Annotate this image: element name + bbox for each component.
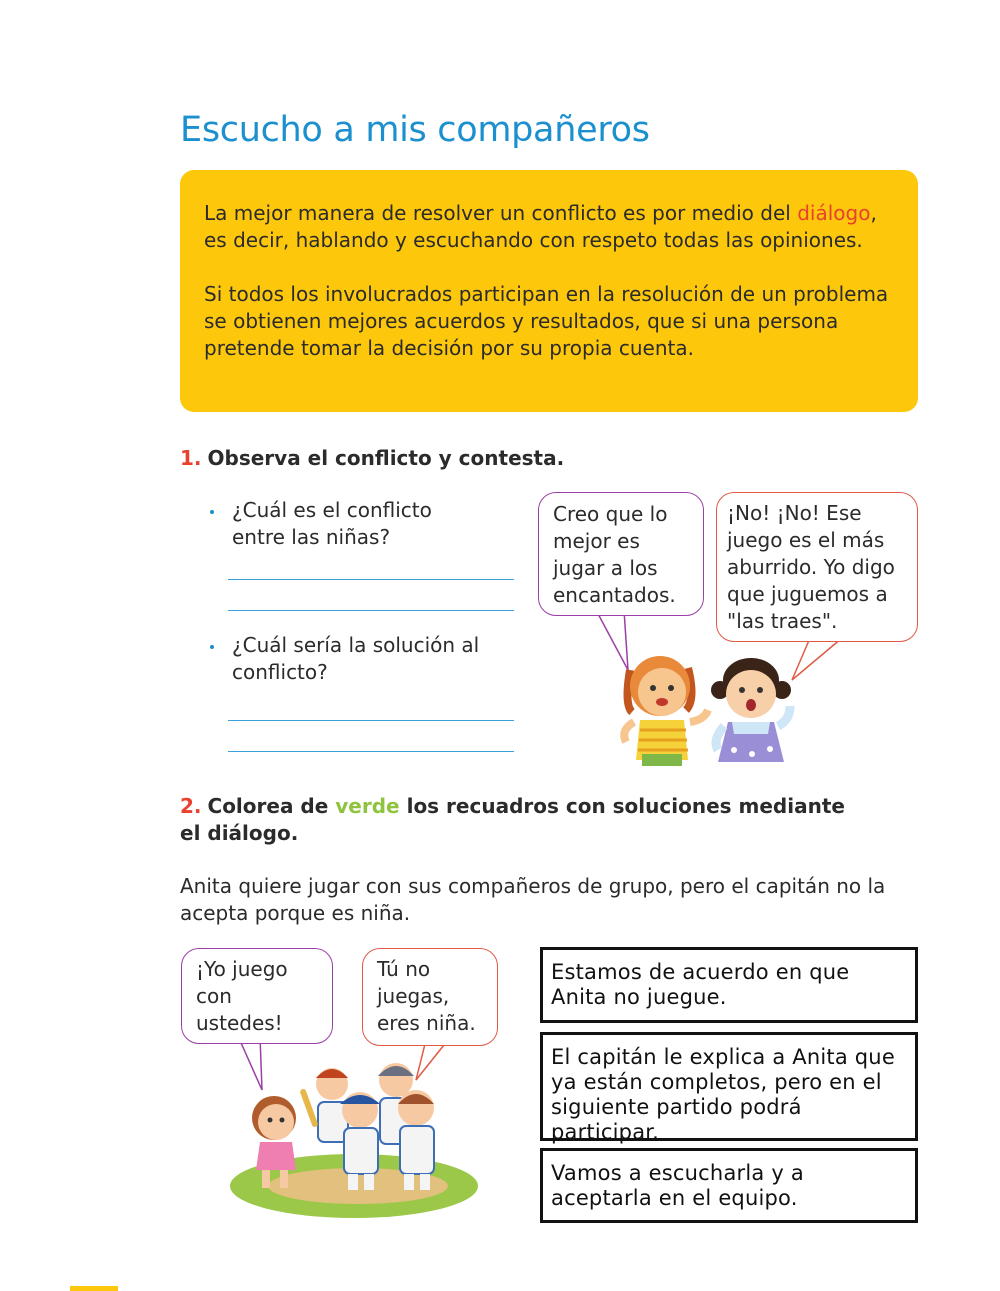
speech-bubble-girl-1: Creo que lo mejor es jugar a los encantados. <box>538 492 704 616</box>
question-1-text: Observa el conflicto y contesta. <box>207 446 565 470</box>
bullet-dot-icon <box>210 645 214 649</box>
info-paragraph-1: La mejor manera de resolver un conflicto es por medio del diálogo, es decir, hablando y escuchando con respeto todas las opiniones. <box>204 201 877 252</box>
answer-line-2b[interactable] <box>228 751 514 752</box>
arguing-girls-illustration <box>612 650 812 768</box>
question-2-number: 2. <box>180 794 202 818</box>
option-box-3[interactable]: Vamos a escucharla y a aceptarla en el equipo. <box>540 1148 918 1223</box>
page-title: Escucho a mis compañeros <box>180 110 650 150</box>
option-box-2[interactable]: El capitán le explica a Anita que ya están completos, pero en el siguiente partido podrá participar. <box>540 1032 918 1141</box>
option-box-1[interactable]: Estamos de acuerdo en que Anita no juegue. <box>540 947 918 1023</box>
answer-line-1b[interactable] <box>228 610 514 611</box>
question-2-intro: Anita quiere jugar con sus compañeros de grupo, pero el capitán no la acepta porque es niña. <box>180 874 886 925</box>
question-2-heading: 2. Colorea de verde los recuadros con soluciones mediante el diálogo. <box>180 794 845 845</box>
bullet-dot-icon <box>210 510 214 514</box>
highlight-dialogo: diálogo <box>797 201 871 225</box>
info-box <box>180 170 918 412</box>
footer-mark <box>70 1286 118 1291</box>
answer-line-1a[interactable] <box>228 579 514 580</box>
baseball-kids-illustration <box>228 1058 480 1220</box>
speech-bubble-girl-2: ¡No! ¡No! Ese juego es el más aburrido. Yo digo que juguemos a "las traes". <box>716 492 918 642</box>
answer-line-2a[interactable] <box>228 720 514 721</box>
question-1-heading <box>180 445 564 472</box>
question-1-number: 1. <box>180 446 202 470</box>
highlight-verde: verde <box>335 794 400 818</box>
speech-bubble-anita: ¡Yo juego con ustedes! <box>181 948 333 1044</box>
question-1-bullet-2: ¿Cuál sería la solución al conflicto? <box>210 632 500 686</box>
speech-bubble-captain: Tú no juegas, eres niña. <box>362 948 498 1046</box>
info-paragraph-2: Si todos los involucrados participan en la resolución de un problema se obtienen mejores acuerdos y resultados, que si una persona pretende tomar la decisión por su propia cuenta. <box>204 282 889 360</box>
question-1-bullet-1: ¿Cuál es el conflicto entre las niñas? <box>210 497 490 551</box>
